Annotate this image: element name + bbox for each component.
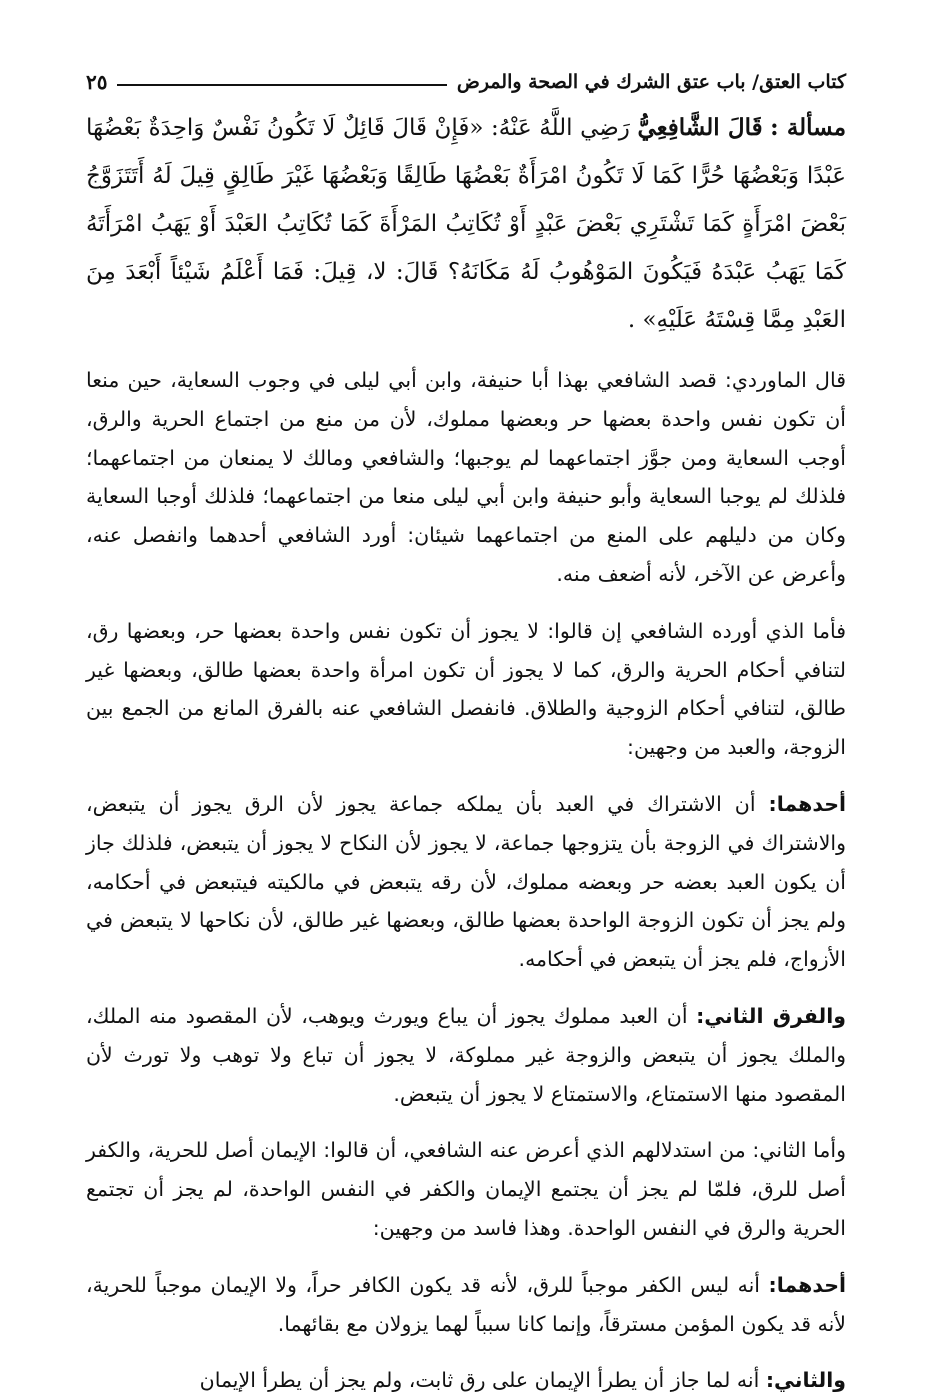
running-header [86, 62, 846, 102]
paragraph-3 [86, 785, 846, 979]
paragraph-lead: والفرق الثاني: [696, 1003, 847, 1028]
header-rule [117, 84, 446, 86]
masala-speaker: قَالَ الشَّافِعِيُّ [637, 114, 763, 141]
paragraph-6 [86, 1266, 846, 1344]
masala-label: مسألة : [770, 114, 847, 141]
paragraph-text: أن العبد مملوك يجوز أن يباع ويورث ويوهب، لأن المقصود منه الملك، والملك يجوز أن يتبعض والزوجة غير مملوكة، لا يجوز أن تباع ولا توهب ولا تورث لأن المقصود منها الاستمتاع، والاستمتاع لا يجوز أن يتبعض. [86, 1003, 846, 1106]
book-page [86, 62, 846, 1400]
paragraph-2 [86, 612, 846, 767]
paragraph-1 [86, 361, 846, 594]
paragraph-7 [86, 1361, 846, 1400]
paragraph-text: أن الاشتراك في العبد بأن يملكه جماعة يجوز لأن الرق يجوز أن يتبعض، والاشتراك في الزوجة بأن يتزوجها جماعة، لا يجوز لأن النكاح لا يجوز أن يتبعض، فلذلك جاز أن يكون العبد بعضه حر وبعضه مملوك، لأن رقه يتبعض في مالكيته فيتبعض في أحكامه، ولم يجز أن تكون الزوجة الواحدة بعضها طالق، وبعضها غير طالق، لأن نكاحها لا يتبعض في الأزواج، فلم يجز أن يتبعض في أحكامه. [86, 791, 846, 972]
paragraph-lead: والثاني: [765, 1368, 846, 1393]
paragraph-text: أنه ليس الكفر موجباً للرق، لأنه قد يكون الكافر حراً، ولا الإيمان موجباً للحرية، لأنه قد يكون المؤمن مسترقاً، وإنما كانا سبباً لهما يزولان مع بقائهما. [86, 1272, 846, 1336]
paragraph-text: قال الماوردي: قصد الشافعي بهذا أبا حنيفة، وابن أبي ليلى في وجوب السعاية، حين منعا أن تكون نفس واحدة بعضها حر وبعضها مملوك، لأن من منع من اجتماع الحرية والرق، أوجب السعاية ومن جوَّز اجتماعهما لم يوجبها؛ والشافعي ومالك لا يمنعان من اجتماعهما؛ فلذلك لم يوجبا السعاية وأبو حنيفة وابن أبي ليلى منعا من اجتماعهما؛ فلذلك أوجبا السعاية وكان من دليلهم على المنع من اجتماعهما شيئان: أورد الشافعي أحدهما وانفصل عنه، وأعرض عن الآخر، لأنه أضعف منه. [86, 368, 846, 586]
masala-paragraph [86, 104, 846, 344]
paragraph-lead: أحدهما: [768, 791, 846, 816]
paragraph-text: أنه لما جاز أن يطرأ الإيمان على رق ثابت، ولم يجز أن يطرأ الإيمان [199, 1368, 766, 1393]
masala-text: رَضِي اللَّهُ عَنْهُ: «فَإِنْ قَالَ قَائِلٌ لَا تَكُونُ نَفْسٌ وَاحِدَةٌ بَعْضُهَا عَبْدًا وَبَعْضُهَا حُرًّا كَمَا لَا تَكُونُ امْرَأَةٌ بَعْضُهَا طَالِقًا وَبَعْضُهَا غَيْرَ طَالِقٍ قِيلَ لَهُ أَتَتَزَوَّجُ بَعْضَ امْرَأَةٍ كَمَا تَشْتَرِي بَعْضَ عَبْدٍ أَوْ تُكَاتِبُ المَرْأَةَ كَمَا تُكَاتِبُ العَبْدَ أَوْ يَهَبُ امْرَأَتَهُ كَمَا يَهَبُ عَبْدَهُ فَيَكُونَ المَوْهُوبُ لَهُ مَكَانَهُ؟ قَالَ: لا، قِيلَ: فَمَا أَعْلَمُ شَيْئاً أَبْعَدَ مِنَ العَبْدِ مِمَّا قِسْتَهُ عَلَيْهِ» . [86, 115, 846, 333]
page-number: ٢٥ [86, 70, 108, 94]
paragraph-4 [86, 997, 846, 1113]
paragraph-lead: أحدهما: [768, 1272, 846, 1297]
paragraph-5 [86, 1131, 846, 1247]
paragraph-text: فأما الذي أورده الشافعي إن قالوا: لا يجوز أن تكون نفس واحدة بعضها حر، وبعضها رق، لتنافي أحكام الحرية والرق، كما لا يجوز أن تكون امرأة واحدة بعضها طالق، وبعضها غير طالق، لتنافي أحكام الزوجية والطلاق. فانفصل الشافعي عنه بالفرق المانع من الجمع بين الزوجة، والعبد من وجهين: [86, 618, 846, 760]
chapter-title: كتاب العتق/ باب عتق الشرك في الصحة والمرض [456, 71, 846, 93]
paragraph-text: وأما الثاني: من استدلالهم الذي أعرض عنه الشافعي، أن قالوا: الإيمان أصل للحرية، والكفر أصل للرق، فلمّا لم يجز أن يجتمع الإيمان والكفر في النفس الواحدة، لم يجز أن تجتمع الحرية والرق في النفس الواحدة. وهذا فاسد من وجهين: [86, 1138, 846, 1240]
